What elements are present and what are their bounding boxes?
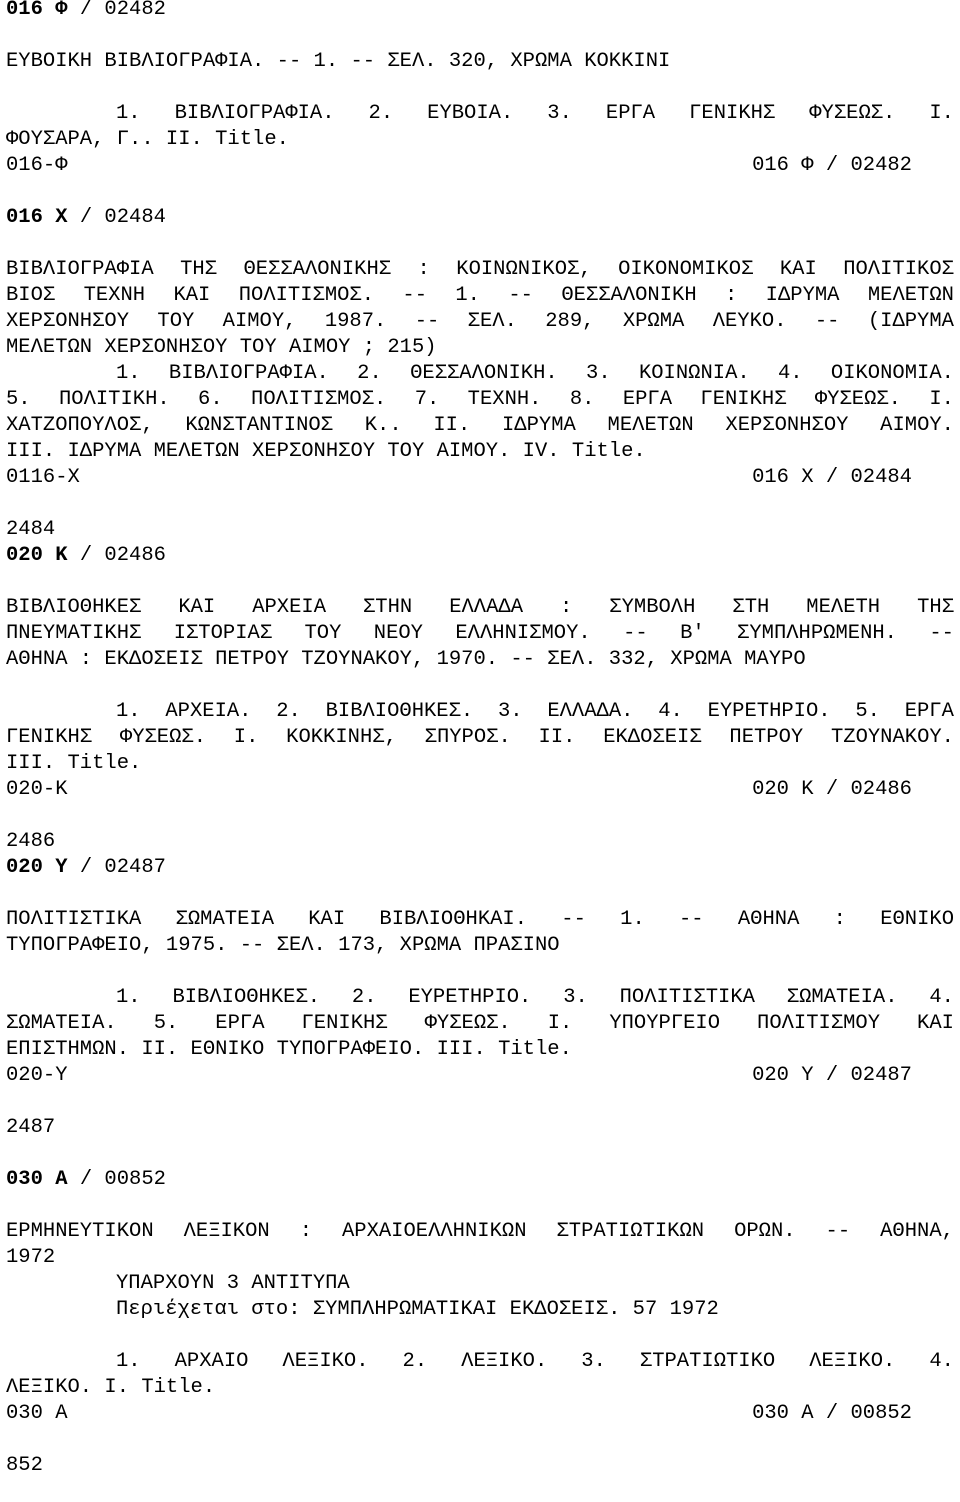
record-description: ΕΥΒΟΙΚΗ ΒΙΒΛΙΟΓΡΑΦΙΑ. -- 1. -- ΣΕΛ. 320, ΧΡΩΜΑ ΚΟΚΚΙΝΙ bbox=[6, 50, 671, 73]
word: ΕΥΒΟΙΑ. bbox=[427, 102, 514, 125]
word: : bbox=[725, 284, 738, 307]
classmark: 020-Κ bbox=[6, 778, 68, 801]
word: Κ.. bbox=[364, 414, 402, 437]
word: ΦΥΣΕΩΣ. bbox=[119, 726, 207, 749]
word: ΚΑΙ bbox=[173, 284, 211, 307]
word: ΤΗΣ bbox=[917, 596, 954, 619]
word: ΜΕΛΕΤΗ bbox=[806, 596, 881, 619]
record-heading bbox=[6, 0, 166, 23]
word: -- bbox=[561, 908, 586, 931]
word: ΧΡΩΜΑ bbox=[622, 310, 685, 333]
word: ΚΑΙ bbox=[178, 596, 216, 619]
word: ΚΟΚΚΙΝΗΣ, bbox=[286, 726, 397, 749]
record-description bbox=[6, 283, 954, 309]
word: Ι. bbox=[233, 726, 259, 749]
record-tail-number: 2486 bbox=[6, 830, 56, 853]
word: ΒΙΒΛΙΟΘΗΚΕΣ. bbox=[325, 700, 474, 723]
word: : bbox=[417, 258, 430, 281]
word: ΜΕΛΕΤΩΝ bbox=[607, 414, 694, 437]
classmark: 0116-Χ bbox=[6, 466, 80, 489]
record-description bbox=[6, 621, 954, 647]
record-heading bbox=[6, 543, 166, 569]
word: ΣΩΜΑΤΕΙΑ. bbox=[6, 1012, 117, 1035]
word: -- bbox=[929, 622, 954, 645]
word: Ι. bbox=[929, 388, 954, 411]
subject-line: ΙΙΙ. Title. bbox=[6, 752, 142, 775]
word: ΜΕΛΕΤΩΝ bbox=[867, 284, 954, 307]
subject-line: ΕΠΙΣΤΗΜΩΝ. ΙΙ. ΕΘΝΙΚΟ ΤΥΠΟΓΡΑΦΕΙΟ. ΙΙΙ. Title. bbox=[6, 1038, 572, 1061]
word: ΒΙΒΛΙΟΘΗΚΑΙ. bbox=[379, 908, 528, 931]
word: 4. bbox=[658, 700, 683, 723]
word: ΠΟΛΙΤΙΣΤΙΚΑ bbox=[6, 908, 142, 931]
word: ΕΡΜΗΝΕΥΤΙΚΟΝ bbox=[6, 1220, 154, 1243]
word: ΛΕΞΙΚΟ. bbox=[282, 1350, 369, 1373]
word: 1. bbox=[455, 284, 480, 307]
word: 1. bbox=[116, 102, 141, 125]
word: ΕΛΛΑΔΑ. bbox=[547, 700, 634, 723]
catalog-reference: 020 Υ / 02487 bbox=[752, 1064, 912, 1087]
word: ΤΖΟΥΝΑΚΟΥ. bbox=[830, 726, 954, 749]
word: ΝΕΟΥ bbox=[373, 622, 423, 645]
word: ΣΩΜΑΤΕΙΑ bbox=[175, 908, 274, 931]
word: : bbox=[299, 1220, 312, 1243]
subject-line: ΦΟΥΣΑΡΑ, Γ.. ΙΙ. Title. bbox=[6, 128, 289, 151]
word: ΕΛΛΑΔΑ bbox=[449, 596, 524, 619]
word: ΚΩΝΣΤΑΝΤΙΝΟΣ bbox=[185, 414, 333, 437]
word: : bbox=[560, 596, 573, 619]
word: ΣΤΗΝ bbox=[363, 596, 413, 619]
word: ΕΡΓΑ bbox=[904, 700, 954, 723]
word: ΤΟΥ bbox=[157, 310, 195, 333]
word: ΣΥΜΒΟΛΗ bbox=[609, 596, 696, 619]
word: 3. bbox=[497, 700, 523, 723]
word: ΟΙΚΟΝΟΜΙΑ. bbox=[830, 362, 954, 385]
word: ΦΥΣΕΩΣ. bbox=[814, 388, 901, 411]
word: ΙΔΡΥΜΑ bbox=[502, 414, 576, 437]
word: Ι. bbox=[547, 1012, 573, 1035]
word: 1. bbox=[116, 1350, 141, 1373]
word: ΙΙ. bbox=[538, 726, 576, 749]
subject-line bbox=[6, 387, 954, 413]
word: ΤΟΥ bbox=[304, 622, 342, 645]
word: ΛΕΞΙΚΟΝ bbox=[183, 1220, 270, 1243]
word: ΑΙΜΟΥ, bbox=[222, 310, 297, 333]
word: ΚΟΙΝΩΝΙΑ. bbox=[638, 362, 750, 385]
word: 1. bbox=[620, 908, 645, 931]
word: ΤΕΧΝΗ bbox=[83, 284, 146, 307]
subject-line bbox=[6, 725, 954, 751]
word: 3. bbox=[586, 362, 611, 385]
record-heading bbox=[6, 205, 166, 231]
record-description bbox=[6, 1219, 954, 1245]
word: ΑΘΗΝΑ, bbox=[880, 1220, 954, 1243]
word: ΧΕΡΣΟΝΗΣΟΥ bbox=[6, 310, 130, 333]
classmark: 020-Υ bbox=[6, 1064, 68, 1087]
catalog-reference: 016 Χ / 02484 bbox=[752, 466, 912, 489]
word: ΣΥΜΠΛΗΡΩΜΕΝΗ. bbox=[737, 622, 897, 645]
word: ΘΕΣΣΑΛΟΝΙΚΗΣ bbox=[243, 258, 392, 281]
word: 1987. bbox=[324, 310, 387, 333]
word: ΑΡΧΑΙΟΕΛΛΗΝΙΚΩΝ bbox=[341, 1220, 527, 1243]
catalog-reference: 016 Φ / 02482 bbox=[752, 154, 912, 177]
record-code: 030 Α bbox=[6, 1168, 68, 1191]
word: 2. bbox=[402, 1350, 428, 1373]
word: ΚΑΙ bbox=[917, 1012, 954, 1035]
word: ΣΩΜΑΤΕΙΑ. bbox=[786, 986, 898, 1009]
word: Β' bbox=[680, 622, 705, 645]
word: -- bbox=[414, 310, 440, 333]
word: ΒΙΒΛΙΟΘΗΚΕΣ. bbox=[172, 986, 321, 1009]
word: ΕΡΓΑ bbox=[215, 1012, 265, 1035]
record-number: / 02487 bbox=[79, 856, 166, 879]
word: Ι. bbox=[929, 102, 954, 125]
word: ΒΙΒΛΙΟΓΡΑΦΙΑ. bbox=[174, 102, 335, 125]
record-description bbox=[6, 257, 954, 283]
word: -- bbox=[508, 284, 533, 307]
record-description: ΑΘΗΝΑ : ΕΚΔΟΣΕΙΣ ΠΕΤΡΟΥ ΤΖΟΥΝΑΚΟΥ, 1970. -- ΣΕΛ. 332, ΧΡΩΜΑ ΜΑΥΡΟ bbox=[6, 648, 806, 671]
classmark: 030 Α bbox=[6, 1402, 68, 1425]
word: 4. bbox=[929, 986, 954, 1009]
word: -- bbox=[402, 284, 428, 307]
record-code: 016 Φ bbox=[6, 0, 68, 21]
word: ΑΡΧΑΙΟ bbox=[174, 1350, 249, 1373]
word: 3. bbox=[581, 1350, 606, 1373]
word: ΕΡΓΑ bbox=[605, 102, 656, 125]
record-description: 1972 bbox=[6, 1246, 56, 1269]
word: ΛΕΥΚΟ. bbox=[712, 310, 787, 333]
word: ΕΛΛΗΝΙΣΜΟΥ. bbox=[455, 622, 591, 645]
record-description bbox=[6, 907, 954, 933]
word: ΣΕΛ. bbox=[467, 310, 517, 333]
subject-line bbox=[6, 413, 954, 439]
word: 3. bbox=[547, 102, 572, 125]
word: ΥΠΟΥΡΓΕΙΟ bbox=[609, 1012, 721, 1035]
catalog-reference: 030 Α / 00852 bbox=[752, 1402, 912, 1425]
word: ΠΟΛΙΤΙΣΜΟΣ. bbox=[251, 388, 387, 411]
record-tail-number: 2484 bbox=[6, 518, 56, 541]
word: 1. bbox=[116, 362, 141, 385]
word: ΙΙ. bbox=[433, 414, 471, 437]
subject-line bbox=[6, 1011, 954, 1037]
word: ΕΘΝΙΚΟ bbox=[880, 908, 954, 931]
word: ΤΗΣ bbox=[180, 258, 217, 281]
word: ΣΤΗ bbox=[732, 596, 770, 619]
word: ΠΟΛΙΤΙΣΜΟΥ bbox=[757, 1012, 881, 1035]
word: -- bbox=[623, 622, 648, 645]
word: ΑΡΧΕΙΑ. bbox=[165, 700, 252, 723]
word: ΘΕΣΣΑΛΟΝΙΚΗ. bbox=[410, 362, 558, 385]
word: ΓΕΝΙΚΗΣ bbox=[689, 102, 776, 125]
word: 5. bbox=[6, 388, 31, 411]
record-number: / 02486 bbox=[79, 544, 166, 567]
word: 5. bbox=[855, 700, 880, 723]
word: -- bbox=[825, 1220, 851, 1243]
word: ΣΤΡΑΤΙΩΤΙΚΩΝ bbox=[556, 1220, 705, 1243]
word: ΠΟΛΙΤΙΣΜΟΣ. bbox=[238, 284, 375, 307]
catalog-reference: 020 Κ / 02486 bbox=[752, 778, 912, 801]
record-description bbox=[6, 309, 954, 335]
word: ΣΤΡΑΤΙΩΤΙΚΟ bbox=[639, 1350, 776, 1373]
word: ΓΕΝΙΚΗΣ bbox=[700, 388, 787, 411]
word: 6. bbox=[198, 388, 223, 411]
word: 4. bbox=[929, 1350, 954, 1373]
subject-line bbox=[116, 985, 954, 1011]
record-tail-number: 852 bbox=[6, 1454, 43, 1477]
record-number: / 02484 bbox=[79, 206, 166, 229]
record-number: / 02482 bbox=[79, 0, 166, 21]
word: 4. bbox=[777, 362, 803, 385]
word: ΠΟΛΙΤΙΚΗ. bbox=[58, 388, 170, 411]
word: ΕΥΡΕΤΗΡΙΟ. bbox=[707, 700, 831, 723]
word: ΕΡΓΑ bbox=[622, 388, 673, 411]
word: ΓΕΝΙΚΗΣ bbox=[6, 726, 93, 749]
word: 2. bbox=[368, 102, 394, 125]
word: ΧΑΤΖΟΠΟΥΛΟΣ, bbox=[6, 414, 154, 437]
record-code: 020 Υ bbox=[6, 856, 68, 879]
subject-line bbox=[116, 1349, 954, 1375]
word: : bbox=[833, 908, 846, 931]
word: ΙΔΡΥΜΑ bbox=[765, 284, 840, 307]
subject-line bbox=[116, 101, 954, 127]
word: ΓΕΝΙΚΗΣ bbox=[301, 1012, 388, 1035]
word: ΦΥΣΕΩΣ. bbox=[809, 102, 896, 125]
word: ΙΣΤΟΡΙΑΣ bbox=[173, 622, 273, 645]
record-description bbox=[6, 595, 954, 621]
word: ΤΕΧΝΗ. bbox=[467, 388, 542, 411]
word: ΑΘΗΝΑ bbox=[737, 908, 800, 931]
word: 3. bbox=[563, 986, 588, 1009]
word: ΦΥΣΕΩΣ. bbox=[424, 1012, 511, 1035]
word: ΟΡΩΝ. bbox=[734, 1220, 796, 1243]
word: 1. bbox=[116, 986, 141, 1009]
word: ΒΙΟΣ bbox=[6, 284, 56, 307]
record-code: 020 Κ bbox=[6, 544, 68, 567]
word: ΚΑΙ bbox=[779, 258, 817, 281]
word: ΠΟΛΙΤΙΣΤΙΚΑ bbox=[619, 986, 755, 1009]
subject-line bbox=[116, 361, 954, 387]
classmark: 016-Φ bbox=[6, 154, 68, 177]
record-heading bbox=[6, 1167, 166, 1193]
word: -- bbox=[814, 310, 840, 333]
record-code: 016 Χ bbox=[6, 206, 68, 229]
word: 2. bbox=[276, 700, 301, 723]
word: ΒΙΒΛΙΟΘΗΚΕΣ bbox=[6, 596, 142, 619]
subject-line: ΛΕΞΙΚΟ. Ι. Title. bbox=[6, 1376, 216, 1399]
word: ΛΕΞΙΚΟ. bbox=[809, 1350, 896, 1373]
word: 7. bbox=[414, 388, 440, 411]
word: 1. bbox=[116, 700, 141, 723]
word: ΚΑΙ bbox=[308, 908, 346, 931]
word: 5. bbox=[153, 1012, 179, 1035]
record-description: ΤΥΠΟΓΡΑΦΕΙΟ, 1975. -- ΣΕΛ. 173, ΧΡΩΜΑ ΠΡΑΣΙΝΟ bbox=[6, 934, 560, 957]
word: ΠΟΛΙΤΙΚΟΣ bbox=[843, 258, 954, 281]
word: ΒΙΒΛΙΟΓΡΑΦΙΑ bbox=[6, 258, 154, 281]
subject-line: ΙΙΙ. ΙΔΡΥΜΑ ΜΕΛΕΤΩΝ ΧΕΡΣΟΝΗΣΟΥ ΤΟΥ ΑΙΜΟΥ. IV. Title. bbox=[6, 440, 646, 463]
record-note: ΥΠΑΡΧΟΥΝ 3 ΑΝΤΙΤΥΠΑ bbox=[116, 1272, 350, 1295]
word: ΑΡΧΕΙΑ bbox=[252, 596, 327, 619]
word: ΘΕΣΣΑΛΟΝΙΚΗ bbox=[561, 284, 697, 307]
record-note: Περιέχεται στο: ΣΥΜΠΛΗΡΩΜΑΤΙΚΑΙ ΕΚΔΟΣΕΙΣ. 57 1972 bbox=[116, 1298, 719, 1321]
word: 289, bbox=[545, 310, 595, 333]
record-heading bbox=[6, 855, 166, 881]
word: ΣΠΥΡΟΣ. bbox=[424, 726, 511, 749]
word: ΚΟΙΝΩΝΙΚΟΣ, bbox=[456, 258, 592, 281]
word: ΟΙΚΟΝΟΜΙΚΟΣ bbox=[618, 258, 754, 281]
subject-line bbox=[116, 699, 954, 725]
word: ΕΚΔΟΣΕΙΣ bbox=[603, 726, 702, 749]
word: 2. bbox=[351, 986, 377, 1009]
record-description: ΜΕΛΕΤΩΝ ΧΕΡΣΟΝΗΣΟΥ ΤΟΥ ΑΙΜΟΥ ; 215) bbox=[6, 336, 437, 359]
word: ΑΙΜΟΥ. bbox=[880, 414, 954, 437]
record-tail-number: 2487 bbox=[6, 1116, 56, 1139]
word: 2. bbox=[357, 362, 382, 385]
word: ΠΝΕΥΜΑΤΙΚΗΣ bbox=[6, 622, 142, 645]
word: ΠΕΤΡΟΥ bbox=[729, 726, 804, 749]
word: ΛΕΞΙΚΟ. bbox=[461, 1350, 548, 1373]
word: ΧΕΡΣΟΝΗΣΟΥ bbox=[725, 414, 849, 437]
word: (ΙΔΡΥΜΑ bbox=[867, 310, 954, 333]
word: -- bbox=[679, 908, 704, 931]
word: ΕΥΡΕΤΗΡΙΟ. bbox=[408, 986, 532, 1009]
word: 8. bbox=[569, 388, 595, 411]
word: ΒΙΒΛΙΟΓΡΑΦΙΑ. bbox=[168, 362, 329, 385]
record-number: / 00852 bbox=[79, 1168, 166, 1191]
